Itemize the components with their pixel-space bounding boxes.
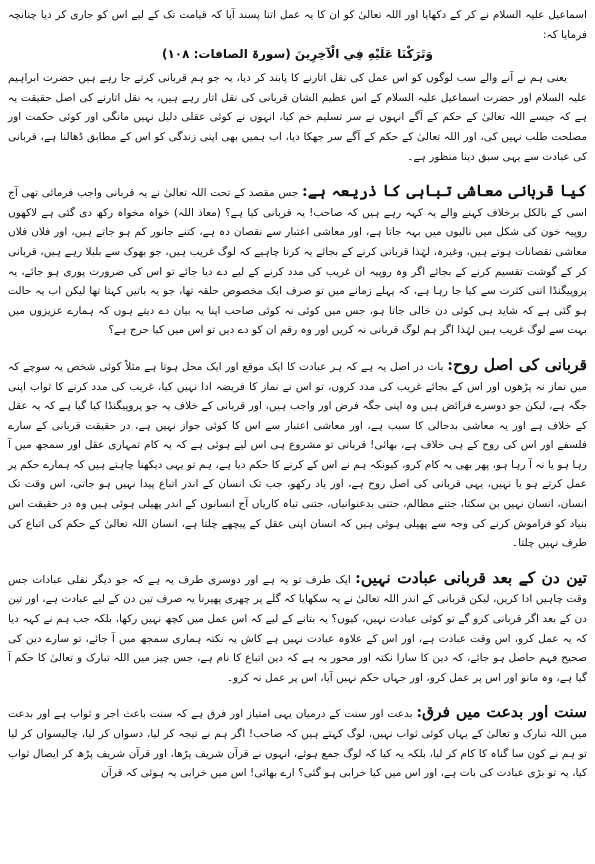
paragraph-tasleem: یعنی ہم نے آنے والے سب لوگوں کو اس عمل کی نقل اتارنے کا پابند کر دیا، یہ جو ہم قربانی کرتے جا رہے ہیں حضرت ابراہیم علیہ السلام اور حضرت اسماعیل علیہ السلام کے اس عظیم الشان قربانی کی نقل اتار رہے ہیں، یہ نقل اتارنے کی اصل حقیقت یہ ہے کہ جیسے اللہ تعالیٰ کے حکم کے آگے انہوں نے سر تسلیم خم کیا، انہوں نے کوئی عقلی دلیل نہیں مانگی اور کوئی حکمت اور مصلحت طلب نہیں کی، اور اللہ تعالیٰ کے حکم کے آگے سر جھکا دیا، اب ہمیں بھی اپنی زندگی کو اس کے مطابق ڈھالنا ہے، قربانی کی عبادت سے یہی سبق دینا منظور ہے۔ xyxy=(8,72,587,163)
section-sunnah-bidah xyxy=(8,702,587,783)
section-heading: کیا قربانی معاشی تباہی کا ذریعہ ہے: xyxy=(302,181,587,201)
section-body: ایک طرف تو یہ ہے اور دوسری طرف یہ ہے کہ جو دیگر نفلی عبادات جس وقت چاہیں ادا کریں، لیکن قربانی کے اندر اللہ تعالیٰ نے یہ سکھایا کہ گلے پر چھری پھیرنا یہ صرف تین دن کے لیے عبادت ہے، اور تین دن کے بعد اگر قربانی کرو گے تو کوئی عبادت نہیں، کیوں؟ یہ بتانے کے لیے کہ اس عمل میں کچھ نہیں رکھا، بلکہ جب ہم نے کہہ دیا کہ یہ عمل کرو، اس وقت عبادت ہے، اور اس کے علاوہ عبادت نہیں ہے کاش یہ نکتہ ہماری سمجھ میں آ جائے، تو سارے دین کی صحیح فہم حاصل ہو جائے، کہ دین کا سارا نکتہ اور محور یہ ہے کہ دین اتباع کا نام ہے، جس چیز میں اللہ تبارک و تعالیٰ کا حکم آ گیا ہے، وہ مانو اور اس پر عمل کرو، اور جہاں حکم نہیں آیا، اس پر عمل نہ کرو۔ xyxy=(8,573,587,684)
section-three-days xyxy=(8,568,587,689)
section-economic-ruin xyxy=(8,181,587,341)
section-real-spirit xyxy=(8,355,587,554)
section-heading: قربانی کی اصل روح: xyxy=(447,354,587,374)
quran-verse: وَتَرَكْنَا عَلَيْهِ فِي الْآخِرِينَ (سورۃ الصافات: ۱۰۸) xyxy=(161,47,433,62)
section-heading: سنت اور بدعت میں فرق: xyxy=(416,702,587,722)
section-body: جس مقصد کے تحت اللہ تعالیٰ نے یہ قربانی واجب فرمائی تھی آج اسی کے بالکل برخلاف کہنے والے یہ کہہ رہے ہیں کہ صاحب! یہ قربانی کیا ہے؟ (معاذ اللہ) خواہ مخواہ رکھ دی گئی ہے لاکھوں روپیہ خون کی شکل میں نالیوں میں بہہ جاتا ہے، اور معاشی اعتبار سے نقصان دہ ہے، کتنے جانور کم ہو جاتے ہیں، اور فلاں فلاں معاشی نقصانات ہوتے ہیں، وغیرہ، لہٰذا قربانی کرنے کے بجائے یہ کرنا چاہیے کہ لوگ غریب ہیں، جو بھوک سے بلبلا رہے ہیں، قربانی کر کے گوشت تقسیم کرنے کے بجائے اگر وہ روپیہ ان غریب کی مدد کرنے کے لیے دے دیا جائے تو اس کی ضرورت پوری ہو جائے، یہ پروپیگنڈا اتنی کثرت سے کیا جا رہا ہے، کہ پہلے زمانے میں تو صرف ایک مخصوص حلقہ تھا، جو یہ باتیں کہتا تھا لیکن اب یہ حالت ہو گئی ہے کہ شاید ہی کوئی دن خالی جاتا ہو، جس میں کوئی نہ کوئی صاحب اپنا یہ بیان دے دیتے ہوں کہ ہمارے عزیزوں میں بہت سے لوگ غریب ہیں لہٰذا اگر ہم لوگ قربانی نہ کریں اور وہ رقم ان کو دے دیں تو اس میں کیا حرج ہے؟ xyxy=(8,187,587,337)
section-heading: تین دن کے بعد قربانی عبادت نہیں: xyxy=(355,567,587,587)
intro-paragraph: اسماعیل علیہ السلام نے کر کے دکھایا اور اللہ تعالیٰ کو ان کا یہ عمل اتنا پسند آیا کہ قیامت تک کے لیے اس کو جاری کر دیا چنانچہ فرمایا کہ: xyxy=(8,9,587,41)
section-body: بدعت اور سنت کے درمیان یہی امتیاز اور فرق ہے کہ سنت باعث اجر و ثواب ہے اور بدعت میں اللہ تبارک و تعالیٰ کے یہاں کوئی ثواب نہیں، لوگ کہتے ہیں کہ صاحب! اگر ہم نے تیجہ کر لیا، دسواں کر لیا، چالیسواں کر لیا تو ہم نے کون سا گناہ کا کام کر لیا، بلکہ یہ کیا کہ لوگ جمع ہوئے، انہوں نے قرآن شریف پڑھا، اور قرآن شریف پڑھ کر ایصال ثواب کیا، یہ تو بڑی عبادت کی بات ہے، اور اس میں کیا خرابی ہو گئی؟ ارے بھائی! اس میں خرابی یہ ہوئی کہ قرآن xyxy=(8,708,587,780)
section-body: بات در اصل یہ ہے کہ ہر عبادت کا ایک موقع اور ایک محل ہوتا ہے مثلاً کوئی شخص یہ سوچے کہ میں نماز نہ پڑھوں اور اس کے بجائے غریب کی مدد کروں، تو اس نے نماز کا فریضہ ادا نہیں کیا، غریب کی مدد کرنے کا ثواب اپنی جگہ ہے، لیکن جو دوسرے فرائض ہیں وہ اپنی جگہ فرض اور واجب ہیں، اور قربانی کے خلاف یہ جو پروپیگنڈا کیا گیا ہے کہ یہ عقل کے خلاف ہے اور یہ معاشی بدحالی کا سبب ہے، اور معاشی اعتبار سے اس کا کوئی جواز نہیں ہے، در حقیقت قربانی کے سارے فلسفے اور اس کی روح کے ہی خلاف ہے، بھائی! قربانی تو مشروع ہی اس لیے ہوئی ہے کہ یہ کام تمہاری عقل اور سمجھ میں آ رہا ہو یا نہ آ رہا ہو، پھر بھی یہ کام کرو، کیونکہ ہم نے اس کے کرنے کا حکم دیا ہے، ہم تو یہی دیکھنا چاہتے ہیں کہ ہمارے حکم پر عمل کرتے ہو یا نہیں، یہی قربانی کی اصل روح ہے، اور یاد رکھو، جب تک انسان کے اندر اتباع پیدا نہیں ہو جاتی، اس وقت تک انسان، انسان نہیں بن سکتا، جتنے مظالم، جتنی بدعنوانیاں، جتنی تباہ کاریاں آج انسانوں کے اندر پھیلی ہوئی ہیں وہ در حقیقت اس بنیاد کو فراموش کرنے کی وجہ سے پھیلی ہوئی ہیں کہ انسان اپنی عقل کے پیچھے چلتا ہے، انسان اللہ تعالیٰ کے حکم کی اتباع کی طرف نہیں چلتا۔ xyxy=(8,360,587,550)
